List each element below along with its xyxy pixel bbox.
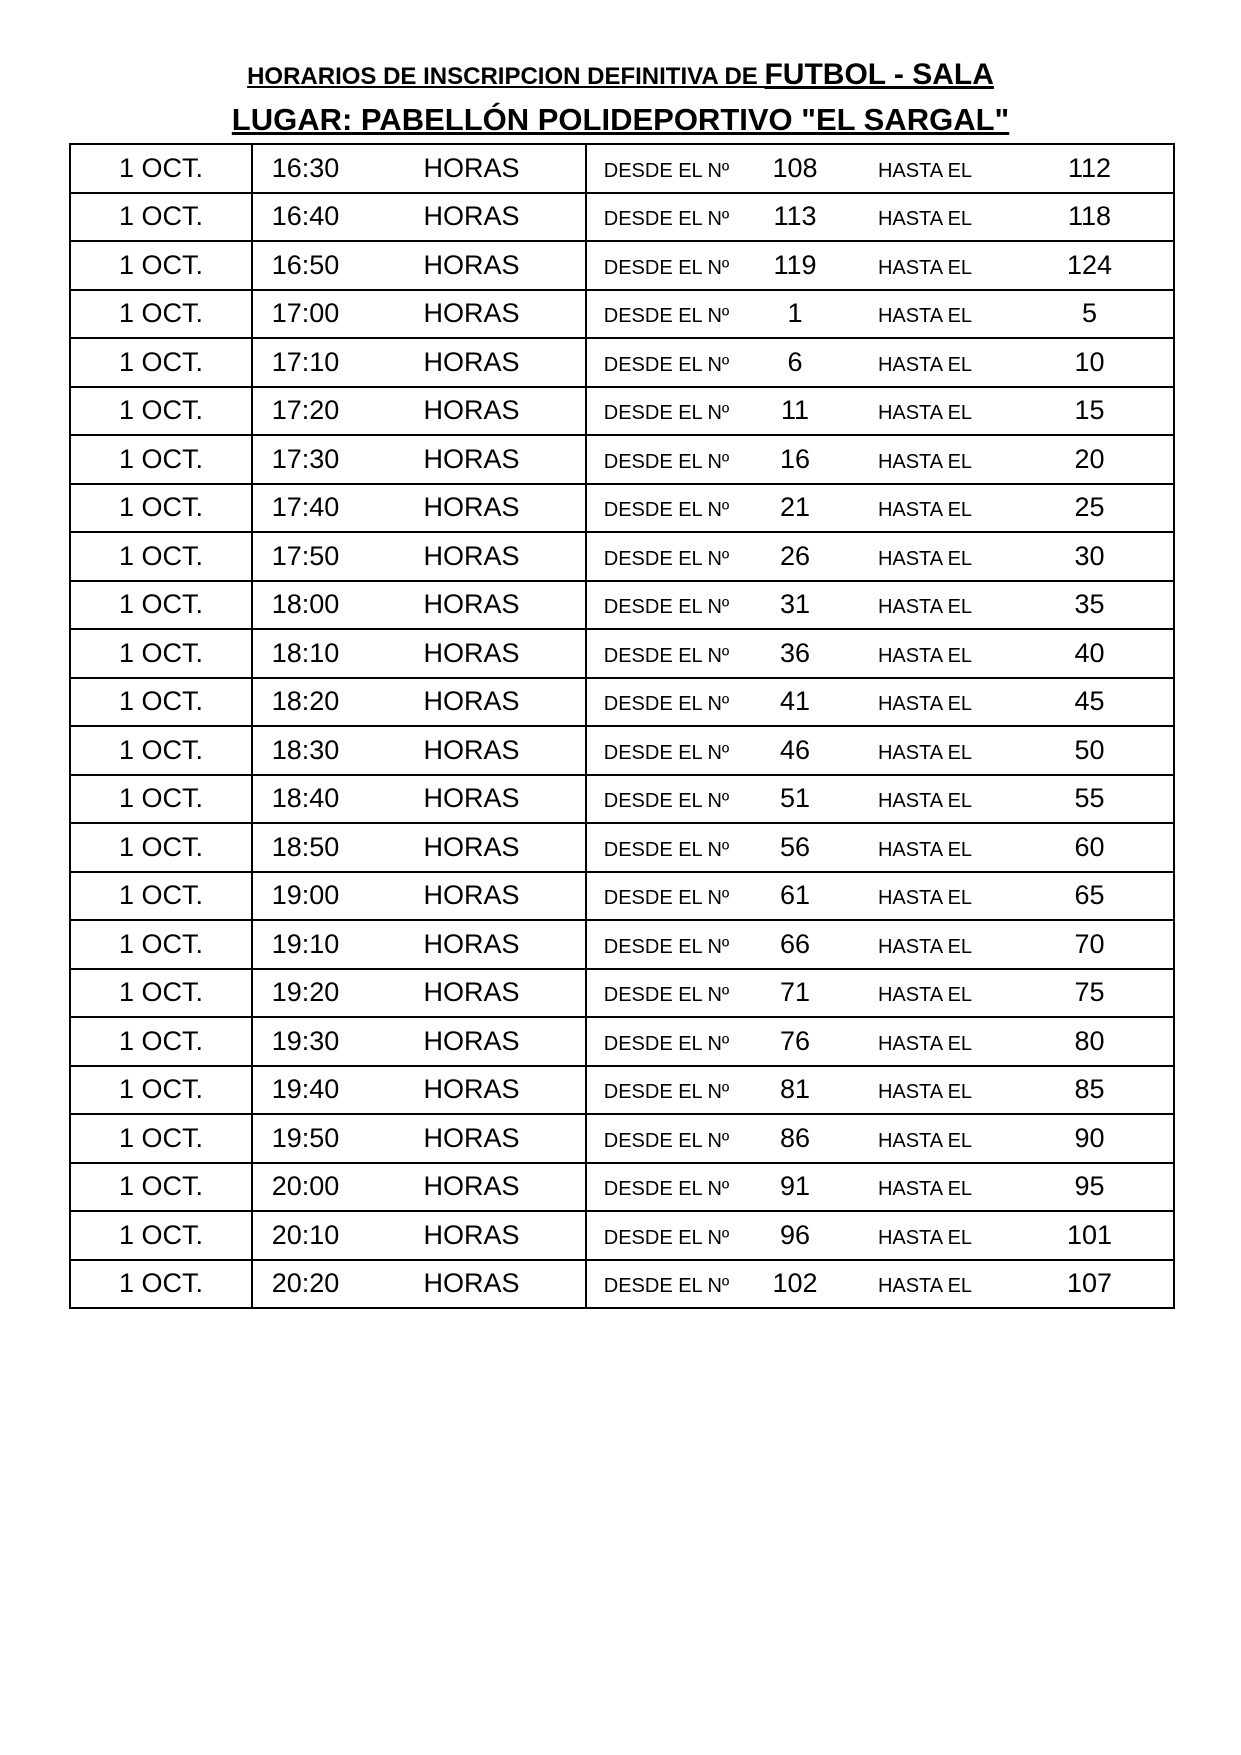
horas-label: HORAS [358, 920, 586, 969]
time-cell: 20:00 [252, 1163, 358, 1212]
from-number: 81 [746, 1066, 844, 1115]
date-cell: 1 OCT. [70, 629, 252, 678]
to-number: 20 [1006, 435, 1174, 484]
table-row [70, 1017, 1174, 1066]
time-cell: 16:30 [252, 144, 358, 193]
to-number: 60 [1006, 823, 1174, 872]
table-row [70, 484, 1174, 533]
horas-label: HORAS [358, 969, 586, 1018]
from-number: 71 [746, 969, 844, 1018]
to-number: 112 [1006, 144, 1174, 193]
from-number: 6 [746, 338, 844, 387]
horas-label: HORAS [358, 387, 586, 436]
from-number: 41 [746, 678, 844, 727]
from-number: 119 [746, 241, 844, 290]
from-number: 26 [746, 532, 844, 581]
from-number: 96 [746, 1211, 844, 1260]
table-row [70, 532, 1174, 581]
time-cell: 19:20 [252, 969, 358, 1018]
desde-label: DESDE EL Nº [586, 969, 746, 1018]
horas-label: HORAS [358, 193, 586, 242]
table-row [70, 872, 1174, 921]
hasta-label: HASTA EL [844, 678, 1006, 727]
date-cell: 1 OCT. [70, 1260, 252, 1309]
table-row [70, 775, 1174, 824]
horas-label: HORAS [358, 532, 586, 581]
to-number: 70 [1006, 920, 1174, 969]
from-number: 46 [746, 726, 844, 775]
horas-label: HORAS [358, 1114, 586, 1163]
to-number: 35 [1006, 581, 1174, 630]
horas-label: HORAS [358, 678, 586, 727]
table-row [70, 581, 1174, 630]
time-cell: 19:00 [252, 872, 358, 921]
desde-label: DESDE EL Nº [586, 532, 746, 581]
date-cell: 1 OCT. [70, 726, 252, 775]
table-row [70, 678, 1174, 727]
date-cell: 1 OCT. [70, 1163, 252, 1212]
desde-label: DESDE EL Nº [586, 920, 746, 969]
horas-label: HORAS [358, 1163, 586, 1212]
date-cell: 1 OCT. [70, 338, 252, 387]
horas-label: HORAS [358, 435, 586, 484]
hasta-label: HASTA EL [844, 1163, 1006, 1212]
table-row [70, 241, 1174, 290]
hasta-label: HASTA EL [844, 1017, 1006, 1066]
title-text: HORARIOS DE INSCRIPCION DEFINITIVA DE [247, 63, 765, 90]
table-row [70, 193, 1174, 242]
horas-label: HORAS [358, 872, 586, 921]
date-cell: 1 OCT. [70, 241, 252, 290]
horas-label: HORAS [358, 1260, 586, 1309]
desde-label: DESDE EL Nº [586, 1211, 746, 1260]
from-number: 16 [746, 435, 844, 484]
hasta-label: HASTA EL [844, 338, 1006, 387]
table-row [70, 1114, 1174, 1163]
desde-label: DESDE EL Nº [586, 1114, 746, 1163]
desde-label: DESDE EL Nº [586, 1163, 746, 1212]
from-number: 61 [746, 872, 844, 921]
time-cell: 19:30 [252, 1017, 358, 1066]
to-number: 50 [1006, 726, 1174, 775]
to-number: 124 [1006, 241, 1174, 290]
time-cell: 19:40 [252, 1066, 358, 1115]
date-cell: 1 OCT. [70, 1066, 252, 1115]
to-number: 95 [1006, 1163, 1174, 1212]
from-number: 91 [746, 1163, 844, 1212]
table-row [70, 387, 1174, 436]
table-row [70, 969, 1174, 1018]
hasta-label: HASTA EL [844, 387, 1006, 436]
to-number: 85 [1006, 1066, 1174, 1115]
date-cell: 1 OCT. [70, 144, 252, 193]
date-cell: 1 OCT. [70, 823, 252, 872]
horas-label: HORAS [358, 629, 586, 678]
hasta-label: HASTA EL [844, 969, 1006, 1018]
desde-label: DESDE EL Nº [586, 435, 746, 484]
from-number: 86 [746, 1114, 844, 1163]
date-cell: 1 OCT. [70, 193, 252, 242]
desde-label: DESDE EL Nº [586, 775, 746, 824]
date-cell: 1 OCT. [70, 581, 252, 630]
time-cell: 20:10 [252, 1211, 358, 1260]
from-number: 36 [746, 629, 844, 678]
hasta-label: HASTA EL [844, 1260, 1006, 1309]
hasta-label: HASTA EL [844, 1211, 1006, 1260]
horas-label: HORAS [358, 144, 586, 193]
date-cell: 1 OCT. [70, 1017, 252, 1066]
desde-label: DESDE EL Nº [586, 484, 746, 533]
date-cell: 1 OCT. [70, 484, 252, 533]
from-number: 108 [746, 144, 844, 193]
to-number: 80 [1006, 1017, 1174, 1066]
desde-label: DESDE EL Nº [586, 1066, 746, 1115]
hasta-label: HASTA EL [844, 629, 1006, 678]
date-cell: 1 OCT. [70, 872, 252, 921]
desde-label: DESDE EL Nº [586, 241, 746, 290]
time-cell: 18:20 [252, 678, 358, 727]
hasta-label: HASTA EL [844, 241, 1006, 290]
table-row [70, 1163, 1174, 1212]
horas-label: HORAS [358, 823, 586, 872]
schedule-table [69, 143, 1175, 1309]
to-number: 107 [1006, 1260, 1174, 1309]
hasta-label: HASTA EL [844, 1066, 1006, 1115]
hasta-label: HASTA EL [844, 435, 1006, 484]
time-cell: 18:50 [252, 823, 358, 872]
horas-label: HORAS [358, 1066, 586, 1115]
time-cell: 20:20 [252, 1260, 358, 1309]
hasta-label: HASTA EL [844, 726, 1006, 775]
time-cell: 16:40 [252, 193, 358, 242]
from-number: 76 [746, 1017, 844, 1066]
table-row [70, 1260, 1174, 1309]
desde-label: DESDE EL Nº [586, 290, 746, 339]
hasta-label: HASTA EL [844, 1114, 1006, 1163]
time-cell: 18:10 [252, 629, 358, 678]
date-cell: 1 OCT. [70, 1114, 252, 1163]
date-cell: 1 OCT. [70, 532, 252, 581]
horas-label: HORAS [358, 1211, 586, 1260]
hasta-label: HASTA EL [844, 581, 1006, 630]
to-number: 118 [1006, 193, 1174, 242]
table-row [70, 144, 1174, 193]
from-number: 21 [746, 484, 844, 533]
table-row [70, 1211, 1174, 1260]
desde-label: DESDE EL Nº [586, 823, 746, 872]
table-row [70, 920, 1174, 969]
time-cell: 18:00 [252, 581, 358, 630]
from-number: 11 [746, 387, 844, 436]
hasta-label: HASTA EL [844, 484, 1006, 533]
document-title [0, 58, 1241, 92]
schedule-body [70, 144, 1174, 1308]
to-number: 45 [1006, 678, 1174, 727]
horas-label: HORAS [358, 581, 586, 630]
time-cell: 17:30 [252, 435, 358, 484]
from-number: 31 [746, 581, 844, 630]
hasta-label: HASTA EL [844, 775, 1006, 824]
table-row [70, 629, 1174, 678]
desde-label: DESDE EL Nº [586, 726, 746, 775]
horas-label: HORAS [358, 290, 586, 339]
desde-label: DESDE EL Nº [586, 144, 746, 193]
date-cell: 1 OCT. [70, 387, 252, 436]
table-row [70, 290, 1174, 339]
from-number: 102 [746, 1260, 844, 1309]
desde-label: DESDE EL Nº [586, 629, 746, 678]
to-number: 10 [1006, 338, 1174, 387]
title-sport: FUTBOL - SALA [764, 58, 994, 91]
horas-label: HORAS [358, 726, 586, 775]
desde-label: DESDE EL Nº [586, 581, 746, 630]
horas-label: HORAS [358, 484, 586, 533]
to-number: 101 [1006, 1211, 1174, 1260]
table-row [70, 1066, 1174, 1115]
horas-label: HORAS [358, 775, 586, 824]
date-cell: 1 OCT. [70, 920, 252, 969]
desde-label: DESDE EL Nº [586, 872, 746, 921]
desde-label: DESDE EL Nº [586, 1260, 746, 1309]
time-cell: 17:20 [252, 387, 358, 436]
time-cell: 16:50 [252, 241, 358, 290]
date-cell: 1 OCT. [70, 435, 252, 484]
to-number: 30 [1006, 532, 1174, 581]
to-number: 90 [1006, 1114, 1174, 1163]
desde-label: DESDE EL Nº [586, 1017, 746, 1066]
table-row [70, 726, 1174, 775]
desde-label: DESDE EL Nº [586, 678, 746, 727]
to-number: 75 [1006, 969, 1174, 1018]
table-row [70, 338, 1174, 387]
from-number: 56 [746, 823, 844, 872]
horas-label: HORAS [358, 1017, 586, 1066]
horas-label: HORAS [358, 241, 586, 290]
time-cell: 19:10 [252, 920, 358, 969]
from-number: 51 [746, 775, 844, 824]
location-title: LUGAR: PABELLÓN POLIDEPORTIVO "EL SARGAL" [231, 102, 1010, 137]
to-number: 65 [1006, 872, 1174, 921]
time-cell: 18:40 [252, 775, 358, 824]
hasta-label: HASTA EL [844, 290, 1006, 339]
desde-label: DESDE EL Nº [586, 387, 746, 436]
date-cell: 1 OCT. [70, 1211, 252, 1260]
to-number: 25 [1006, 484, 1174, 533]
to-number: 15 [1006, 387, 1174, 436]
desde-label: DESDE EL Nº [586, 338, 746, 387]
hasta-label: HASTA EL [844, 872, 1006, 921]
to-number: 5 [1006, 290, 1174, 339]
from-number: 1 [746, 290, 844, 339]
time-cell: 17:00 [252, 290, 358, 339]
time-cell: 17:40 [252, 484, 358, 533]
time-cell: 17:10 [252, 338, 358, 387]
date-cell: 1 OCT. [70, 290, 252, 339]
date-cell: 1 OCT. [70, 969, 252, 1018]
desde-label: DESDE EL Nº [586, 193, 746, 242]
date-cell: 1 OCT. [70, 678, 252, 727]
to-number: 55 [1006, 775, 1174, 824]
hasta-label: HASTA EL [844, 193, 1006, 242]
time-cell: 17:50 [252, 532, 358, 581]
time-cell: 18:30 [252, 726, 358, 775]
hasta-label: HASTA EL [844, 532, 1006, 581]
hasta-label: HASTA EL [844, 823, 1006, 872]
horas-label: HORAS [358, 338, 586, 387]
hasta-label: HASTA EL [844, 920, 1006, 969]
time-cell: 19:50 [252, 1114, 358, 1163]
table-row [70, 823, 1174, 872]
from-number: 66 [746, 920, 844, 969]
table-row [70, 435, 1174, 484]
from-number: 113 [746, 193, 844, 242]
date-cell: 1 OCT. [70, 775, 252, 824]
hasta-label: HASTA EL [844, 144, 1006, 193]
to-number: 40 [1006, 629, 1174, 678]
